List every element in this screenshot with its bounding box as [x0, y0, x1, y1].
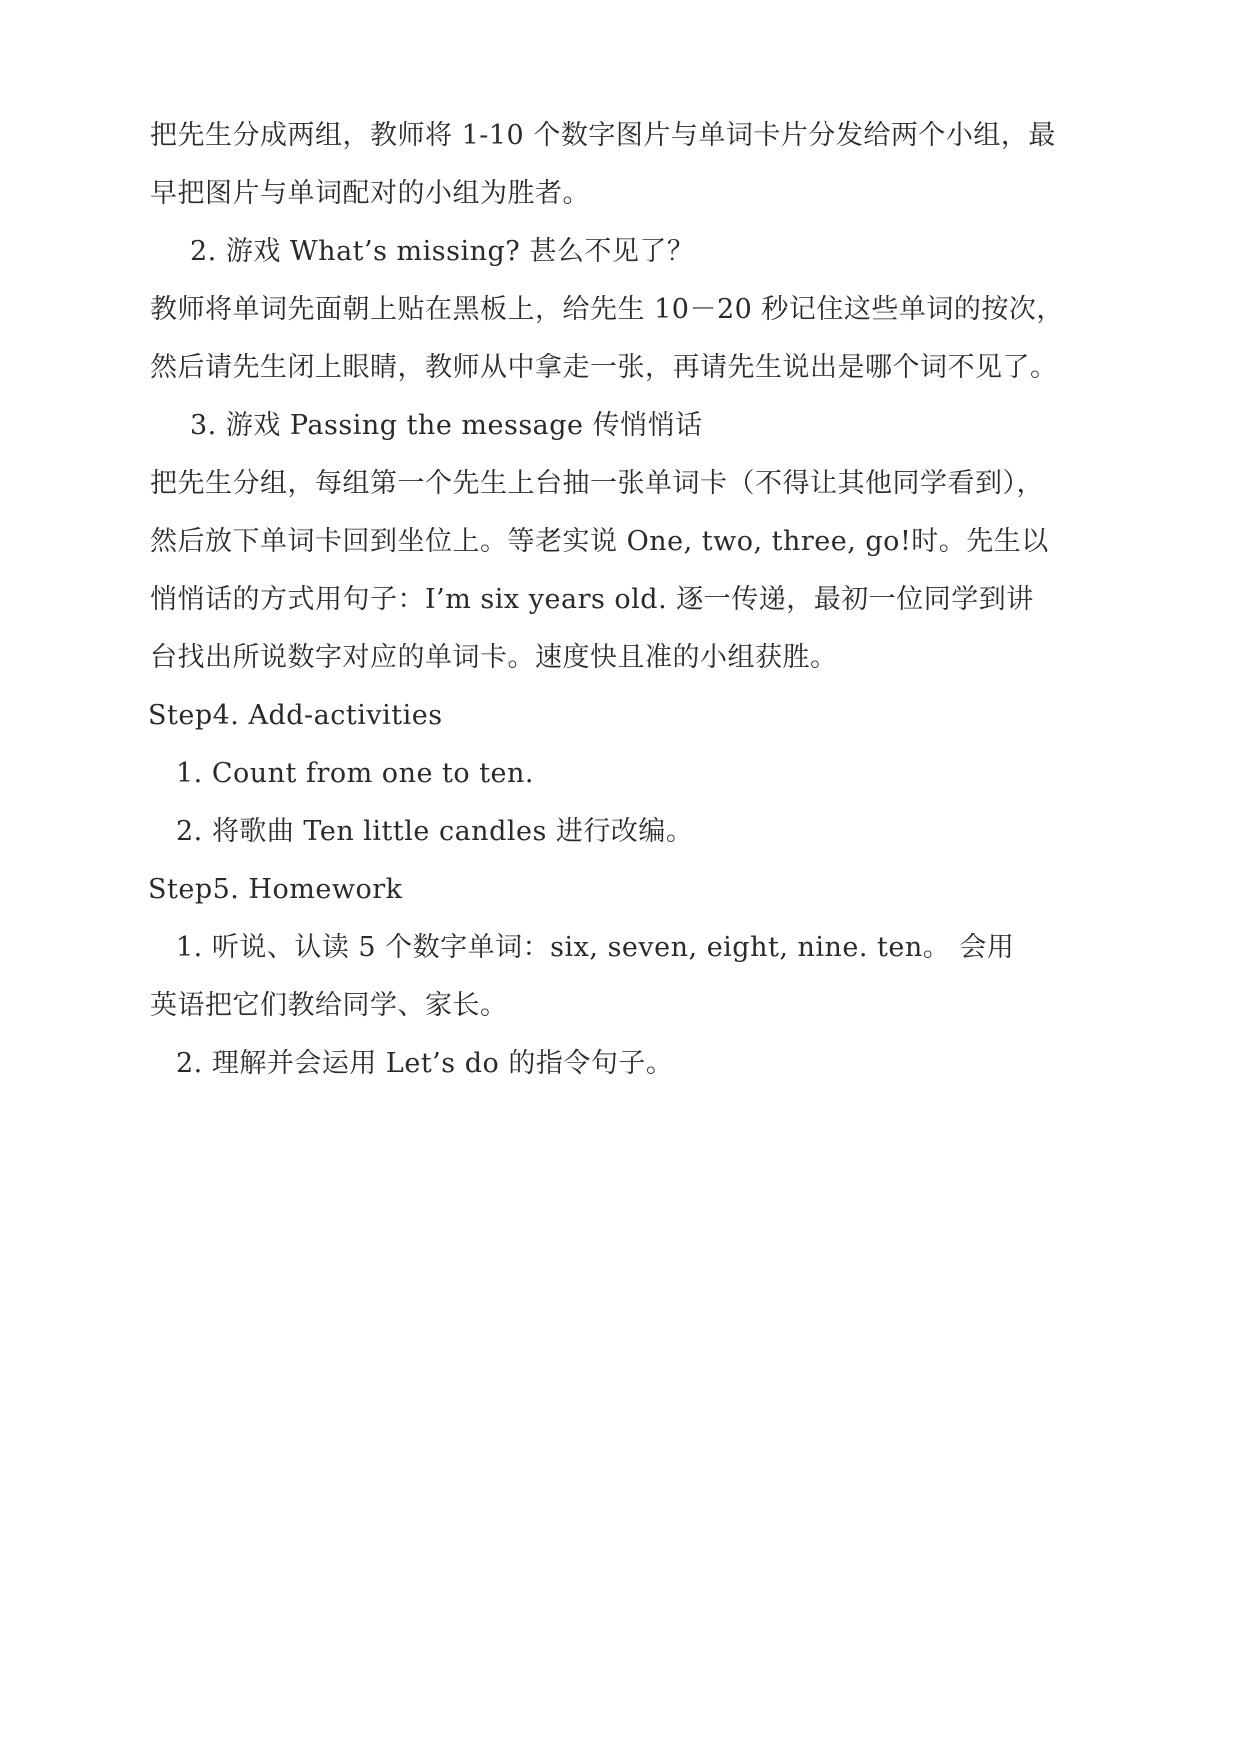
paragraph-line: 早把图片与单词配对的小组为胜者。: [150, 178, 590, 209]
paragraph-line: 然后放下单词卡回到坐位上。等老实说 One, two, three, go!时。先生以: [150, 526, 1049, 557]
list-item: 1. Count from one to ten.: [176, 758, 535, 789]
section-heading: Step5. Homework: [148, 874, 403, 905]
paragraph-line: 教师将单词先面朝上贴在黑板上，给先生 10－20 秒记住这些单词的按次，: [150, 294, 1064, 325]
list-item: 3. 游戏 Passing the message 传悄悄话: [190, 410, 703, 441]
paragraph-line: 把先生分成两组，教师将 1-10 个数字图片与单词卡片分发给两个小组，最: [150, 120, 1056, 151]
paragraph-line: 悄悄话的方式用句子：I’m six years old. 逐一传递，最初一位同学到讲: [150, 584, 1034, 615]
section-heading: Step4. Add-activities: [148, 700, 443, 731]
list-item: 1. 听说、认读 5 个数字单词：six, seven, eight, nine. ten。 会用: [176, 932, 1015, 963]
list-item: 2. 理解并会运用 Let’s do 的指令句子。: [176, 1048, 674, 1079]
list-item: 2. 将歌曲 Ten little candles 进行改编。: [176, 816, 694, 847]
paragraph-line: 然后请先生闭上眼睛，教师从中拿走一张，再请先生说出是哪个词不见了。: [150, 352, 1058, 383]
paragraph-line: 把先生分组，每组第一个先生上台抽一张单词卡（不得让其他同学看到），: [150, 468, 1044, 499]
paragraph-line: 台找出所说数字对应的单词卡。速度快且准的小组获胜。: [150, 642, 838, 673]
paragraph-line: 英语把它们教给同学、家长。: [150, 990, 508, 1021]
list-item: 2. 游戏 What’s missing? 甚么不见了？: [190, 236, 695, 267]
